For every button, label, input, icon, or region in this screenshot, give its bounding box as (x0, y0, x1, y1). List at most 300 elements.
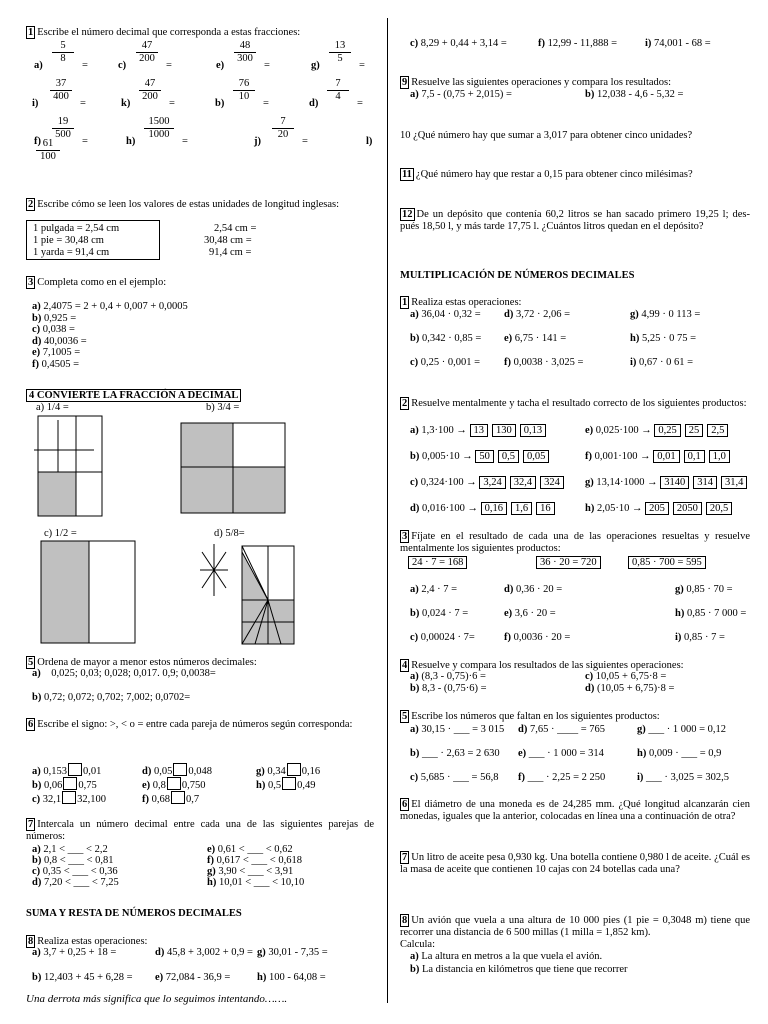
q6-left-number: 0,34 (267, 766, 286, 777)
m4-item (585, 683, 674, 695)
m2-letter: g) (585, 477, 594, 488)
equals-sign: = (166, 60, 172, 71)
q9-letter-a: a) (410, 89, 419, 100)
m5-text: Escribe los números que faltan en los siguientes productos: (411, 711, 660, 722)
m2-heading (400, 397, 750, 410)
m3-item-letter: i) (675, 632, 682, 643)
fraction-numerator: 48 (234, 40, 256, 53)
m1-item-letter: h) (630, 333, 640, 344)
m3-item (504, 584, 562, 596)
m1-item-value: 6,75 · 141 = (514, 333, 567, 344)
m2-operation: 2,05·10 (596, 503, 630, 514)
fraction-letter: e) (216, 60, 225, 71)
equals-sign: = (302, 136, 308, 147)
q6-item (32, 791, 106, 806)
q4-figure-d (198, 538, 298, 646)
m2-operation: 0,001·100 (594, 451, 638, 462)
q7-item-letter: h) (207, 877, 217, 888)
m1-item-letter: e) (504, 333, 513, 344)
q5-number: 5 (28, 657, 34, 668)
m2-option: 0,1 (684, 450, 705, 463)
q6-right-number: 0,01 (83, 766, 102, 777)
q4-figure-a (34, 412, 106, 518)
m5-item (637, 748, 721, 760)
m1-item (504, 357, 583, 369)
m3-example (628, 556, 706, 569)
m2-item (585, 502, 736, 515)
m1-heading (400, 296, 521, 309)
m6-number: 6 (402, 799, 408, 810)
m5-item (518, 772, 605, 784)
q8-item (32, 947, 116, 959)
q2-units-box (26, 220, 160, 260)
q1-number: 1 (28, 27, 34, 38)
q3-line-value: 0,4505 = (41, 358, 80, 370)
m5-number: 5 (402, 711, 408, 722)
m3-item (675, 632, 725, 644)
m1-item-letter: f) (504, 357, 511, 368)
m4-item-letter: b) (410, 683, 420, 694)
fraction-denominator: 100 (40, 151, 56, 163)
m1-item-value: 0,67 · 0 61 = (639, 357, 694, 368)
q3-number: 3 (28, 277, 34, 288)
q9-number: 9 (402, 77, 408, 88)
top-item-value: 12,99 - 11,888 = (547, 38, 618, 49)
m3-item-letter: d) (504, 584, 514, 595)
q8-item-value: 30,01 - 7,35 = (268, 947, 328, 958)
m5-item-letter: g) (637, 724, 646, 735)
m2-item (410, 450, 553, 463)
q7-item-value: 0,617 < ___ < 0,618 (216, 855, 302, 866)
column-divider (387, 18, 388, 1003)
fraction-letter: g) (311, 60, 320, 71)
fraction-denominator: 200 (139, 53, 155, 65)
q7-item-value: 0,35 < ___ < 0,36 (42, 866, 118, 877)
q5-item-b (32, 692, 190, 704)
comparison-box (171, 791, 185, 804)
m5-item-value: ___ · 1 000 = 0,12 (648, 724, 727, 735)
q6-text: Escribe el signo: >, < o = entre cada pareja de números según corresponda: (37, 719, 353, 730)
q7-item-letter: c) (32, 866, 41, 877)
m2-number: 2 (402, 398, 408, 409)
q8-number: 8 (28, 936, 34, 947)
q8-item-value: 100 - 64,08 = (268, 972, 326, 983)
m3-item-letter: b) (410, 608, 420, 619)
m2-option: 20,5 (706, 502, 732, 515)
m4-item (585, 671, 666, 683)
q12-number: 12 (402, 209, 413, 220)
m5-item-letter: i) (637, 772, 644, 783)
q9-value-b: 12,038 - 4,6 - 5,32 = (596, 89, 684, 100)
q3-line-value: 0,038 = (42, 324, 75, 335)
m3-item (504, 608, 556, 620)
m8-calc: Calcula: (400, 939, 435, 950)
q9-letter-b: b) (585, 89, 595, 100)
m6-heading (400, 798, 750, 823)
m3-item-value: 0,85 · 7 = (684, 632, 725, 643)
m5-item (410, 748, 500, 760)
m3-item-value: 0,00024 · 7= (420, 632, 475, 643)
fraction-numerator: 47 (139, 78, 161, 91)
q9-item-b (585, 89, 683, 101)
top-item-value: 74,001 - 68 = (654, 38, 711, 49)
m5-item-value: 30,15 · ___ = 3 015 (421, 724, 505, 735)
q7-item-letter: g) (207, 866, 216, 877)
m4-item-letter: a) (410, 671, 419, 682)
q6-right-number: 0,16 (301, 766, 321, 777)
m3-item (504, 632, 570, 644)
q3-line-letter: f) (32, 358, 39, 370)
q8-item-letter: h) (257, 972, 267, 983)
q6-left-number: 0,5 (267, 780, 282, 791)
q3-text: Completa como en el ejemplo: (37, 277, 167, 288)
m1-item-letter: b) (410, 333, 420, 344)
q3-heading (26, 276, 166, 289)
fraction-denominator: 8 (60, 53, 66, 65)
equals-sign: = (357, 98, 363, 109)
q6-item (256, 763, 320, 778)
m5-heading (400, 710, 660, 723)
comparison-box (173, 763, 187, 776)
fraction-numerator: 5 (52, 40, 74, 53)
m8-text-a: La altura en metros a la que vuela el avión. (421, 951, 603, 962)
m3-example-box: 0,85 · 700 = 595 (628, 556, 706, 569)
m3-item (675, 584, 733, 596)
q7-text: Intercala un número decimal entre cada una de las siguientes parejas de números: (26, 819, 374, 843)
q3-line-value: 40,0036 = (43, 335, 87, 347)
comparison-box (282, 777, 296, 790)
fraction-denominator: 300 (237, 53, 253, 65)
top-item (645, 38, 711, 50)
q6-letter: h) (256, 780, 266, 791)
q4-figure-c (39, 539, 139, 645)
q9-item-a (410, 89, 512, 101)
q2-answer-line: 30,48 cm = (204, 235, 252, 246)
m2-operation: 0,016·100 (421, 503, 465, 514)
top-item-value: 8,29 + 0,44 + 3,14 = (420, 38, 507, 49)
q1-heading (26, 26, 300, 39)
fraction-denominator: 4 (335, 91, 341, 103)
m2-letter: c) (410, 477, 419, 488)
fraction-letter: j) (254, 136, 261, 147)
m1-item (504, 333, 566, 345)
comparison-box (287, 763, 301, 776)
q7-item-letter: d) (32, 877, 42, 888)
fraction-letter: b) (215, 98, 225, 109)
top-item-letter: f) (538, 38, 545, 49)
fraction-letter: k) (121, 98, 131, 109)
m7-text: Un litro de aceite pesa 0,930 kg. Una botella contiene 0,980 l de aceite. ¿Cuál es la masa de aceite que contienen 10 cajas con 24 botellas cada una? (400, 852, 750, 876)
fraction-letter: d) (309, 98, 319, 109)
equals-sign: = (263, 98, 269, 109)
m4-item-value: (8,3 - 0,75)·6 = (421, 671, 486, 682)
q3-line (32, 313, 76, 325)
q11-number: 11 (402, 169, 412, 180)
fraction-numerator: 47 (136, 40, 158, 53)
m5-item-letter: f) (518, 772, 525, 783)
top-item-letter: i) (645, 38, 652, 49)
m1-item-value: 3,72 · 2,06 = (515, 309, 571, 320)
m2-option: 1,6 (511, 502, 532, 515)
m2-option: 3140 (660, 476, 689, 489)
m2-option: 3,24 (479, 476, 505, 489)
q8-item (32, 972, 133, 984)
q3-line-value: 0,925 = (43, 312, 77, 324)
q5-letter-b: b) (32, 692, 42, 703)
m8-item-a (410, 951, 602, 963)
q7-item (207, 877, 304, 889)
q5-value-b: 0,72; 0,072; 0,702; 7,002; 0,0702= (43, 692, 191, 703)
m2-option: 2050 (673, 502, 702, 515)
q3-line (32, 336, 87, 348)
q8-item (155, 972, 230, 984)
q3-line-letter: d) (32, 335, 42, 347)
fraction (272, 116, 294, 141)
m3-example (408, 556, 467, 569)
q2-answer-line: 2,54 cm = (214, 223, 257, 234)
q6-letter: d) (142, 766, 152, 777)
q9-value-a: 7,5 - (0,75 + 2,015) = (421, 89, 512, 100)
m2-option: 0,13 (520, 424, 546, 437)
m2-option: 0,25 (654, 424, 680, 437)
m3-item (410, 584, 457, 596)
fraction-denominator: 10 (238, 91, 250, 103)
arrow-icon: → (647, 477, 658, 488)
q3-line (32, 347, 80, 359)
q8-item-value: 3,7 + 0,25 + 18 = (43, 947, 117, 958)
q9-text: Resuelve las siguientes operaciones y compara los resultados: (411, 77, 672, 88)
q6-item (142, 791, 199, 806)
q3-line-letter: a) (32, 301, 41, 312)
equals-sign: = (82, 136, 88, 147)
m3-item-value: 0,36 · 20 = (515, 584, 563, 595)
fraction-numerator: 7 (327, 78, 349, 91)
m2-letter: b) (410, 451, 420, 462)
fraction-letter: f) (34, 136, 41, 147)
q4-label-c: c) 1/2 = (44, 528, 77, 539)
m2-letter: h) (585, 503, 595, 514)
q6-letter: g) (256, 766, 265, 777)
m5-item-value: ___ · 2,25 = 2 250 (527, 772, 606, 783)
m1-item-letter: g) (630, 309, 639, 320)
m2-item (410, 424, 550, 437)
q6-right-number: 0,75 (78, 780, 97, 791)
q7-item-value: 0,8 < ___ < 0,81 (43, 855, 114, 866)
q7-item-value: 10,01 < ___ < 10,10 (218, 877, 305, 888)
arrow-icon: → (641, 425, 652, 436)
fraction-denominator: 1000 (148, 129, 170, 141)
fraction (52, 40, 74, 65)
m1-item-letter: i) (630, 357, 637, 368)
equals-sign: = (264, 60, 270, 71)
fraction-numerator: 76 (233, 78, 255, 91)
q6-item (32, 763, 101, 778)
equals-sign: = (80, 98, 86, 109)
fraction-denominator: 20 (277, 129, 289, 141)
m4-item-value: 10,05 + 6,75·8 = (595, 671, 667, 682)
q4-label-d: d) 5/8= (214, 528, 245, 539)
m3-number: 3 (402, 531, 408, 542)
m5-item (637, 724, 726, 736)
q6-left-number: 32,1 (42, 794, 62, 805)
m2-option: 32,4 (510, 476, 536, 489)
m8-letter-b: b) (410, 964, 420, 975)
q1-text: Escribe el número decimal que corresponda a estas fracciones: (37, 27, 301, 38)
q2-text: Escribe cómo se leen los valores de estas unidades de longitud inglesas: (37, 199, 340, 210)
q7-number: 7 (28, 819, 34, 830)
m5-item-value: ___ · 2,63 = 2 630 (421, 748, 500, 759)
m2-option: 1,0 (709, 450, 730, 463)
m5-item (637, 772, 729, 784)
q2-box-line: 1 pulgada = 2,54 cm (33, 223, 120, 234)
q6-letter: f) (142, 794, 149, 805)
m5-item-letter: c) (410, 772, 419, 783)
q9-heading (400, 76, 671, 89)
m1-item (410, 333, 481, 345)
m4-item-value: 8,3 - (0,75·6) = (421, 683, 487, 694)
m1-item-letter: a) (410, 309, 419, 320)
m3-item-letter: f) (504, 632, 511, 643)
m2-option: 130 (492, 424, 516, 437)
q10-text: 10 ¿Qué número hay que sumar a 3,017 para obtener cinco unidades? (400, 130, 693, 141)
m2-letter: a) (410, 425, 419, 436)
m2-item (585, 476, 751, 489)
q8-item (257, 947, 328, 959)
m5-item-value: 0,009 · ___ = 0,9 (648, 748, 722, 759)
motto: Una derrota más significa que lo seguimos intentando……. (26, 993, 288, 1005)
section-title-suma: SUMA Y RESTA DE NÚMEROS DECIMALES (26, 908, 242, 919)
m7-number: 7 (402, 852, 408, 863)
m5-item-value: ___ · 1 000 = 314 (528, 748, 604, 759)
q7-item-value: 7,20 < ___ < 7,25 (43, 877, 119, 888)
m2-option: 324 (540, 476, 564, 489)
fraction-numerator: 37 (50, 78, 72, 91)
m2-option: 0,05 (523, 450, 549, 463)
m3-example-box: 24 · 7 = 168 (408, 556, 467, 569)
m2-option: 50 (475, 450, 494, 463)
equals-sign: = (82, 60, 88, 71)
q7-item-letter: f) (207, 855, 214, 866)
q4-title: 4 CONVIERTE LA FRACCIÓN A DECIMAL (26, 389, 241, 402)
fraction (50, 78, 72, 103)
q6-right-number: 0,750 (181, 780, 206, 791)
m2-option: 2,5 (707, 424, 728, 437)
q7-heading (26, 818, 374, 843)
m2-item (585, 424, 732, 437)
q11-text: ¿Qué número hay que restar a 0,15 para obtener cinco milésimas? (415, 169, 693, 180)
m3-item (410, 632, 475, 644)
top-item (538, 38, 617, 50)
m3-heading (400, 530, 750, 555)
m1-item-value: 36,04 · 0,32 = (421, 309, 481, 320)
m2-operation: 1,3·100 (421, 425, 454, 436)
arrow-icon: → (456, 425, 467, 436)
m2-option: 31,4 (721, 476, 747, 489)
m3-example-box: 36 · 20 = 720 (536, 556, 601, 569)
m1-item (410, 309, 481, 321)
arrow-icon: → (467, 503, 478, 514)
q5-text: Ordena de mayor a menor estos números decimales: (37, 657, 257, 668)
q7-item-value: 3,90 < ___ < 3,91 (218, 866, 294, 877)
m2-option: 25 (685, 424, 704, 437)
m2-option: 314 (693, 476, 717, 489)
q2-number: 2 (28, 199, 34, 210)
arrow-icon: → (631, 503, 643, 514)
m7-heading (400, 851, 750, 876)
q3-line (32, 359, 79, 371)
m2-letter: d) (410, 503, 420, 514)
q2-heading (26, 198, 339, 211)
m6-text: El diámetro de una moneda es de 24,285 mm. ¿Qué longitud alcanzarán cien monedas, iguales que la anterior, colocadas en línea una a continuación de otra? (400, 799, 750, 823)
q4-figure-b (179, 421, 289, 516)
arrow-icon: → (466, 477, 477, 488)
q6-left-number: 0,68 (151, 794, 170, 805)
fraction-denominator: 200 (142, 91, 158, 103)
m3-item-value: 0,85 · 70 = (686, 584, 733, 595)
m1-item-value: 0,342 · 0,85 = (421, 333, 482, 344)
m3-text: Fíjate en el resultado de cada una de las operaciones resueltas y resuelve mentalmente los siguientes productos: (400, 531, 750, 555)
m1-item-value: 5,25 · 0 75 = (641, 333, 697, 344)
q6-left-number: 0,153 (43, 766, 67, 777)
m3-item (675, 608, 746, 620)
fraction-letter: l) (366, 136, 373, 147)
m1-item-letter: d) (504, 309, 514, 320)
m4-item-letter: c) (585, 671, 594, 682)
m3-item-letter: c) (410, 632, 419, 643)
fraction-letter: h) (126, 136, 136, 147)
m1-item-value: 4,99 · 0 113 = (641, 309, 701, 320)
m1-item (504, 309, 570, 321)
q2-box-line: 1 yarda = 91,4 cm (33, 247, 110, 258)
q6-item (32, 777, 97, 792)
m3-item-value: 3,6 · 20 = (514, 608, 556, 619)
q5-value-a: 0,025; 0,03; 0,028; 0,017. 0,9; 0,0038= (51, 668, 216, 679)
m2-operation: 0,005·10 (421, 451, 460, 462)
q6-left-number: 0,8 (152, 780, 166, 791)
m2-operation: 13,14·1000 (596, 477, 645, 488)
m2-option: 205 (645, 502, 669, 515)
fraction (144, 116, 174, 141)
m1-text: Realiza estas operaciones: (411, 297, 522, 308)
q8-item-letter: d) (155, 947, 165, 958)
m3-item-value: 2,4 · 7 = (421, 584, 458, 595)
q12-text: De un depósito que contenía 60,2 litros se han sacado primero 19,25 l; des-pués 18,50 l, y más tarde 17,75 l. ¿Cuántos litros quedan en el depósito? (400, 209, 750, 233)
m3-item (410, 608, 468, 620)
q8-item (155, 947, 253, 959)
m5-item-value: 7,65 · ____ = 765 (529, 724, 606, 735)
q6-right-number: 0,048 (188, 766, 212, 777)
section-title-mult: MULTIPLICACIÓN DE NÚMEROS DECIMALES (400, 270, 635, 281)
equals-sign: = (169, 98, 175, 109)
m3-item-letter: a) (410, 584, 419, 595)
m4-item-letter: d) (585, 683, 595, 694)
m5-item (410, 772, 498, 784)
fraction-numerator: 61 (36, 138, 60, 151)
m5-item (410, 724, 504, 736)
q5-item-a (32, 668, 216, 680)
q8-item (257, 972, 326, 984)
fraction (327, 78, 349, 103)
m5-item-value: 5,685 · ___ = 56,8 (420, 772, 499, 783)
m2-item (410, 502, 559, 515)
m1-item-value: 0,0038 · 3,025 = (513, 357, 584, 368)
m3-item-letter: e) (504, 608, 513, 619)
fraction-letter: c) (118, 60, 127, 71)
q8-text: Realiza estas operaciones: (37, 936, 148, 947)
arrow-icon: → (462, 451, 473, 462)
q3-line-value: 7,1005 = (42, 347, 81, 358)
q4-label-a: a) 1/4 = (36, 402, 69, 413)
